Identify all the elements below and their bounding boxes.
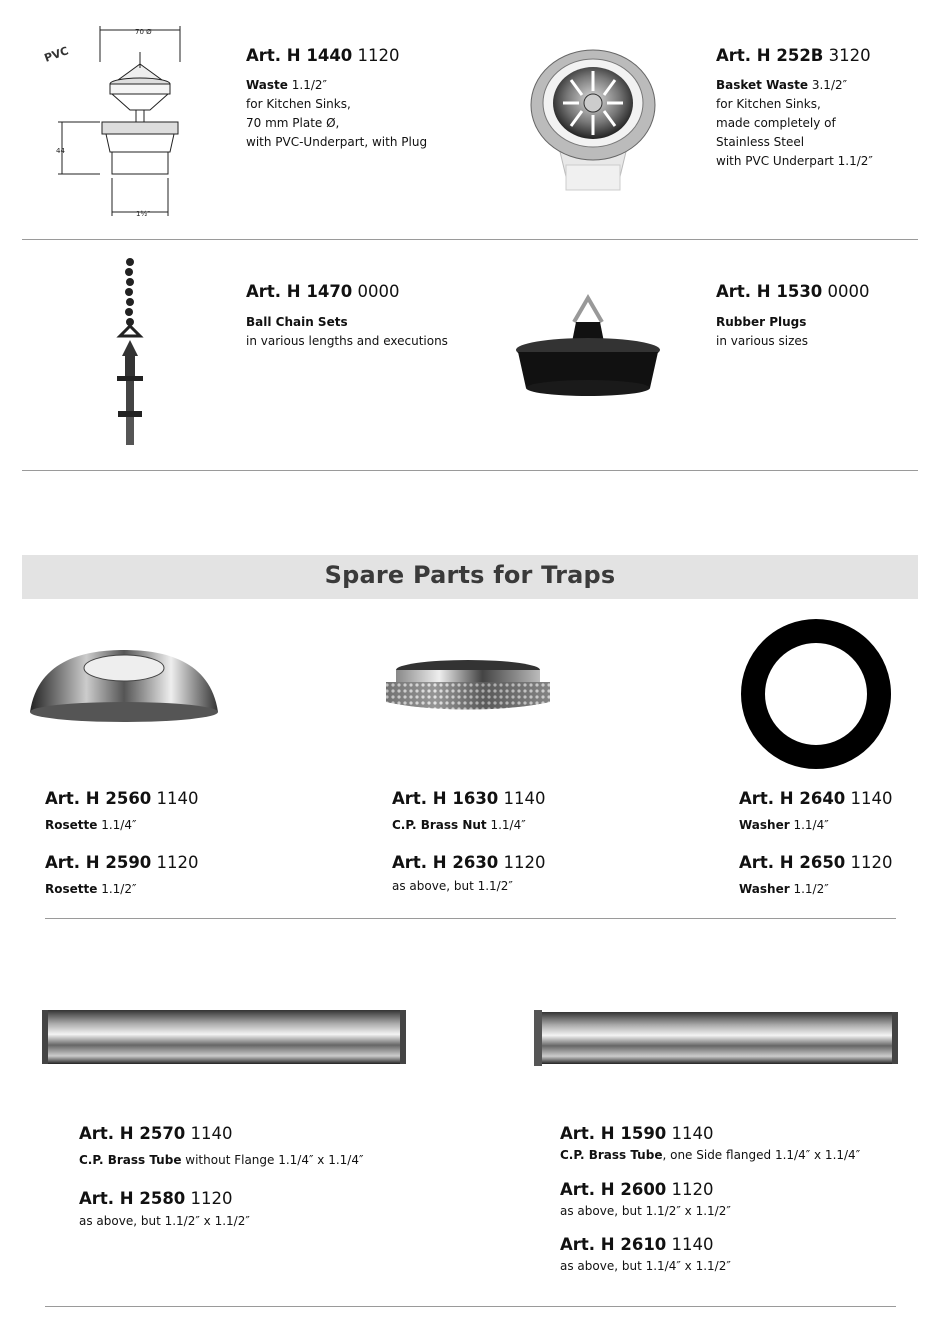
- article-h1530-desc: Rubber Plugs in various sizes: [716, 315, 809, 348]
- rubber-plug-image: [512, 292, 667, 402]
- article-h2600-desc: as above, but 1.1/2″ x 1.1/2″: [560, 1204, 731, 1218]
- article-h252b-desc: Basket Waste 3.1/2″ for Kitchen Sinks, made completely of Stainless Steel with PVC Underpart 1.1/2″: [716, 78, 873, 168]
- article-h2580-desc: as above, but 1.1/2″ x 1.1/2″: [79, 1214, 250, 1228]
- article-h2570-title: Art. H 2570 1140: [79, 1124, 233, 1143]
- dimension-side: 44: [56, 147, 65, 155]
- article-h2560-title: Art. H 2560 1140: [45, 789, 199, 808]
- article-h252b-title: Art. H 252B 3120: [716, 46, 871, 65]
- article-h2630-title: Art. H 2630 1120: [392, 853, 546, 872]
- brass-tube-flanged-image: [534, 1008, 900, 1068]
- article-h1440-desc: Waste 1.1/2″ for Kitchen Sinks, 70 mm Plate Ø, with PVC-Underpart, with Plug: [246, 78, 428, 149]
- article-h1440-title: Art. H 1440 1120: [246, 46, 400, 65]
- divider: [22, 239, 918, 240]
- rosette-image: [28, 638, 220, 728]
- brass-tube-image: [40, 1008, 408, 1066]
- washer-image: [740, 618, 892, 770]
- article-h1630-title: Art. H 1630 1140: [392, 789, 546, 808]
- divider: [22, 470, 918, 471]
- divider: [45, 1306, 896, 1307]
- divider: [45, 918, 896, 919]
- ball-chain-image: [108, 256, 158, 451]
- section-title: Spare Parts for Traps: [324, 561, 616, 589]
- article-h1470-desc: Ball Chain Sets in various lengths and executions: [246, 315, 448, 348]
- waste-technical-drawing: [40, 22, 200, 222]
- section-header-band: [22, 555, 918, 599]
- article-h2580-title: Art. H 2580 1120: [79, 1189, 233, 1208]
- article-h1630-desc: C.P. Brass Nut 1.1/4″: [392, 818, 526, 832]
- article-h2560-desc: Rosette 1.1/4″: [45, 818, 137, 832]
- article-h2610-title: Art. H 2610 1140: [560, 1235, 714, 1254]
- article-h2570-desc: C.P. Brass Tube without Flange 1.1/4″ x 1.1/4″: [79, 1153, 364, 1167]
- basket-waste-image: [526, 45, 661, 200]
- article-h2630-desc: as above, but 1.1/2″: [392, 879, 513, 893]
- article-h2640-desc: Washer 1.1/4″: [739, 818, 829, 832]
- article-h2610-desc: as above, but 1.1/4″ x 1.1/2″: [560, 1259, 731, 1273]
- dimension-bottom: 1½″: [136, 210, 150, 218]
- article-h1470-title: Art. H 1470 0000: [246, 282, 400, 301]
- article-h2650-title: Art. H 2650 1120: [739, 853, 893, 872]
- article-h2640-title: Art. H 2640 1140: [739, 789, 893, 808]
- article-h2650-desc: Washer 1.1/2″: [739, 882, 829, 896]
- article-h2590-desc: Rosette 1.1/2″: [45, 882, 137, 896]
- dimension-top: 70 Ø: [135, 28, 152, 36]
- brass-nut-image: [384, 652, 552, 722]
- article-h1590-desc: C.P. Brass Tube, one Side flanged 1.1/4″ x 1.1/4″: [560, 1148, 861, 1162]
- article-h2600-title: Art. H 2600 1120: [560, 1180, 714, 1199]
- article-h2590-title: Art. H 2590 1120: [45, 853, 199, 872]
- pvc-badge: PVC: [42, 44, 71, 65]
- article-h1530-title: Art. H 1530 0000: [716, 282, 870, 301]
- article-h1590-title: Art. H 1590 1140: [560, 1124, 714, 1143]
